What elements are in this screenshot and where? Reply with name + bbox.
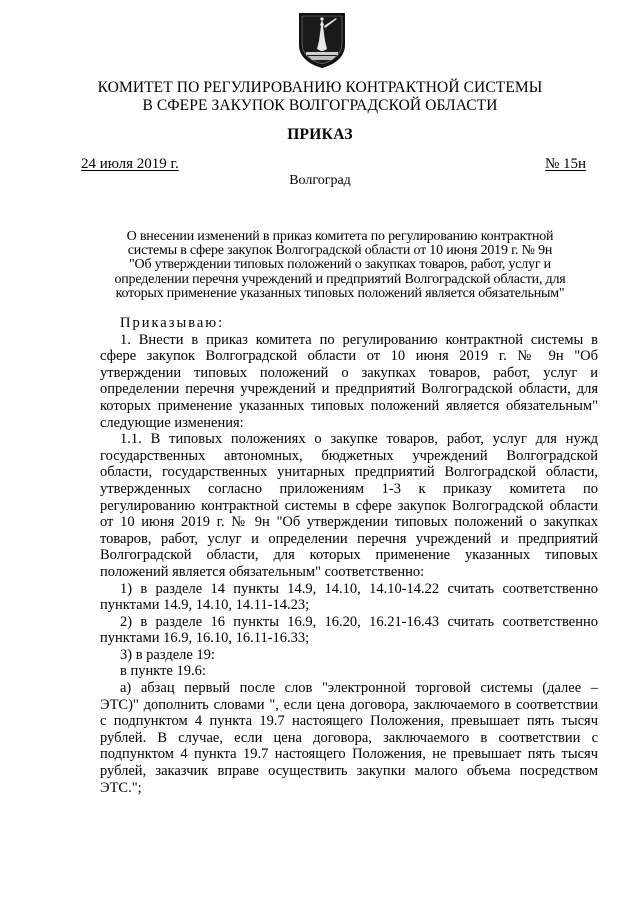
body-line: 2) в разделе 16 пункты 16.9, 16.20, 16.21-16.43 считать соответственно bbox=[120, 613, 598, 630]
body-line: утвержденных согласно приложениям 1-3 к приказу комитета по bbox=[100, 480, 598, 497]
document-type-title: ПРИКАЗ bbox=[287, 126, 353, 143]
order-subject bbox=[80, 230, 600, 301]
order-preamble: Приказываю: bbox=[120, 315, 225, 331]
order-city: Волгоград bbox=[289, 173, 351, 188]
body-line: следующие изменения: bbox=[100, 414, 244, 431]
body-line: регулированию контрактной системы в сфере закупок Волгоградской области bbox=[100, 497, 598, 514]
body-line: подпунктом 4 пункта 19.7 настоящего Положения, не превышает пять тысяч bbox=[100, 746, 598, 763]
body-line: от 10 июня 2019 г. № 9н "Об утверждении типовых положений о закупках bbox=[100, 514, 598, 531]
body-line: положений является обязательным" соответственно: bbox=[100, 563, 425, 580]
body-line: 1.1. В типовых положениях о закупке товаров, работ, услуг для нужд bbox=[120, 431, 598, 448]
body-line: сфере закупок Волгоградской области от 10 июня 2019 г. № 9н "Об bbox=[100, 348, 598, 365]
body-line: а) абзац первый после слов "электронной торговой системы (далее – bbox=[120, 680, 598, 697]
order-date: 24 июля 2019 г. bbox=[81, 156, 179, 172]
body-line: государственных автономных, бюджетных учреждений Волгоградской bbox=[100, 447, 598, 464]
body-line: Волгоградской области, для которых применение указанных типовых bbox=[100, 547, 598, 564]
organization-name-line1: КОМИТЕТ ПО РЕГУЛИРОВАНИЮ КОНТРАКТНОЙ СИСТЕМЫ bbox=[97, 79, 543, 96]
body-line: ЭТС)" дополнить словами ", если цена договора, заключаемого в соответствии bbox=[100, 696, 598, 713]
body-line: ЭТС."; bbox=[100, 779, 142, 796]
body-line: утверждении типовых положений о закупках товаров, работ, услуг и bbox=[100, 364, 598, 381]
subject-line: "Об утверждении типовых положений о закупках товаров, работ, услуг и bbox=[129, 257, 551, 273]
subject-line: О внесении изменений в приказ комитета по регулированию контрактной bbox=[126, 229, 554, 244]
order-number: № 15н bbox=[545, 156, 587, 172]
body-line: с подпунктом 4 пункта 19.7 настоящего Положения, превышает пять тысяч bbox=[100, 713, 598, 730]
body-line: товаров, работ, услуг и определении перечня учреждений и предприятий bbox=[100, 530, 598, 547]
subject-line: системы в сфере закупок Волгоградской области от 10 июня 2019 г. № 9н bbox=[127, 243, 553, 259]
body-line: пунктами 16.9, 16.10, 16.11-16.33; bbox=[100, 630, 310, 647]
volgograd-coat-of-arms-icon bbox=[296, 11, 348, 69]
body-line: 3) в разделе 19: bbox=[120, 646, 215, 663]
organization-name-line2: В СФЕРЕ ЗАКУПОК ВОЛГОГРАДСКОЙ ОБЛАСТИ bbox=[142, 97, 498, 114]
body-line: рублей. В случае, если цена договора, заключаемого в соответствии с bbox=[100, 729, 598, 746]
body-line: области, государственных унитарных предприятий Волгоградской области, bbox=[100, 464, 598, 481]
body-line: которых применение указанных типовых положений является обязательным" bbox=[100, 397, 598, 414]
body-line: 1) в разделе 14 пункты 14.9, 14.10, 14.10-14.22 считать соответственно bbox=[120, 580, 598, 597]
subject-line: определении перечня учреждений и предприятий Волгоградской области, для bbox=[114, 271, 566, 287]
body-line: 1. Внести в приказ комитета по регулированию контрактной системы в bbox=[120, 331, 598, 348]
body-line: рублей, заказчик вправе осуществить закупки малого объема посредством bbox=[100, 763, 598, 780]
order-body bbox=[100, 315, 598, 796]
body-line: определении перечня учреждений и предприятий Волгоградской области, для bbox=[100, 381, 598, 398]
body-line: в пункте 19.6: bbox=[120, 663, 206, 680]
subject-line: которых применение указанных типовых положений является обязательным" bbox=[115, 285, 565, 301]
body-line: пунктами 14.9, 14.10, 14.11-14.23; bbox=[100, 597, 310, 614]
